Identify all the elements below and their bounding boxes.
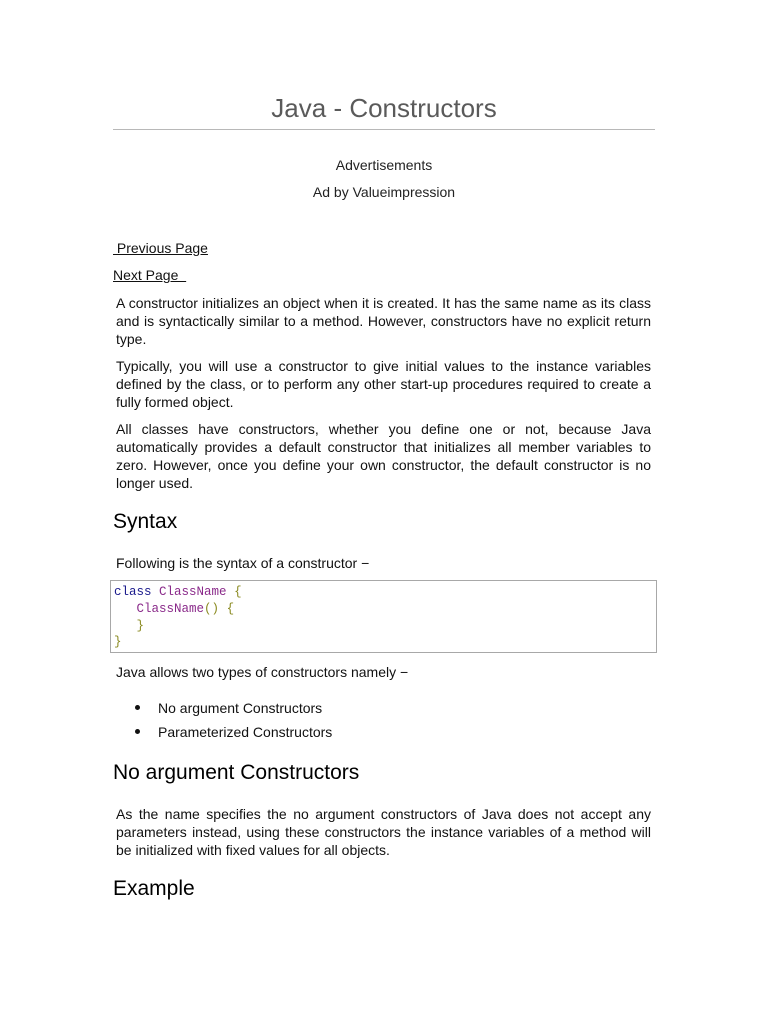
code-line-1 <box>114 584 242 600</box>
syntax-heading: Syntax <box>113 510 178 533</box>
code-inner-open-brace: { <box>226 602 235 616</box>
title-divider <box>113 129 655 130</box>
intro-paragraph-3: All classes have constructors, whether you define one or not, because Java automatically provides a default constructor that initializes all member variables to zero. However, once you define your own constructor, the default constructor is no longer used. <box>116 421 651 491</box>
bullet-icon <box>135 729 140 734</box>
syntax-code-block <box>110 580 657 653</box>
code-inner-close-brace: } <box>136 619 145 633</box>
code-open-brace: { <box>234 585 242 599</box>
previous-page-link[interactable]: Previous Page <box>113 240 208 256</box>
list-item-label: No argument Constructors <box>158 700 323 716</box>
ad-provider-label: Ad by Valueimpression <box>312 184 456 200</box>
code-method-name: ClassName <box>136 602 205 616</box>
code-line-2 <box>114 601 234 617</box>
code-line-4 <box>114 634 122 650</box>
example-heading: Example <box>113 877 195 900</box>
advertisements-label: Advertisements <box>335 157 433 173</box>
code-line-3 <box>114 618 144 634</box>
code-keyword-class: class <box>114 585 152 599</box>
intro-paragraph-1: A constructor initializes an object when it is created. It has the same name as its class and is syntactically similar to a method. However, constructors have no explicit return type. <box>116 295 651 347</box>
next-page-link[interactable]: Next Page <box>113 267 187 283</box>
code-outer-close-brace: } <box>114 635 122 649</box>
bullet-icon <box>135 705 140 710</box>
syntax-lead: Following is the syntax of a constructor − <box>116 555 370 571</box>
types-lead: Java allows two types of constructors namely − <box>116 664 409 680</box>
list-item-label: Parameterized Constructors <box>158 724 333 740</box>
no-argument-paragraph: As the name specifies the no argument constructors of Java does not accept any parameters instead, using these constructors the instance variables of a method will be initialized with fixed values for all objects. <box>116 806 651 858</box>
code-class-name: ClassName <box>159 585 227 599</box>
intro-paragraph-2: Typically, you will use a constructor to give initial values to the instance variables defined by the class, or to perform any other start-up procedures required to create a fully formed object. <box>116 358 651 410</box>
code-parens: () <box>204 602 220 616</box>
no-argument-heading: No argument Constructors <box>113 761 360 784</box>
page-title: Java - Constructors <box>271 93 497 123</box>
